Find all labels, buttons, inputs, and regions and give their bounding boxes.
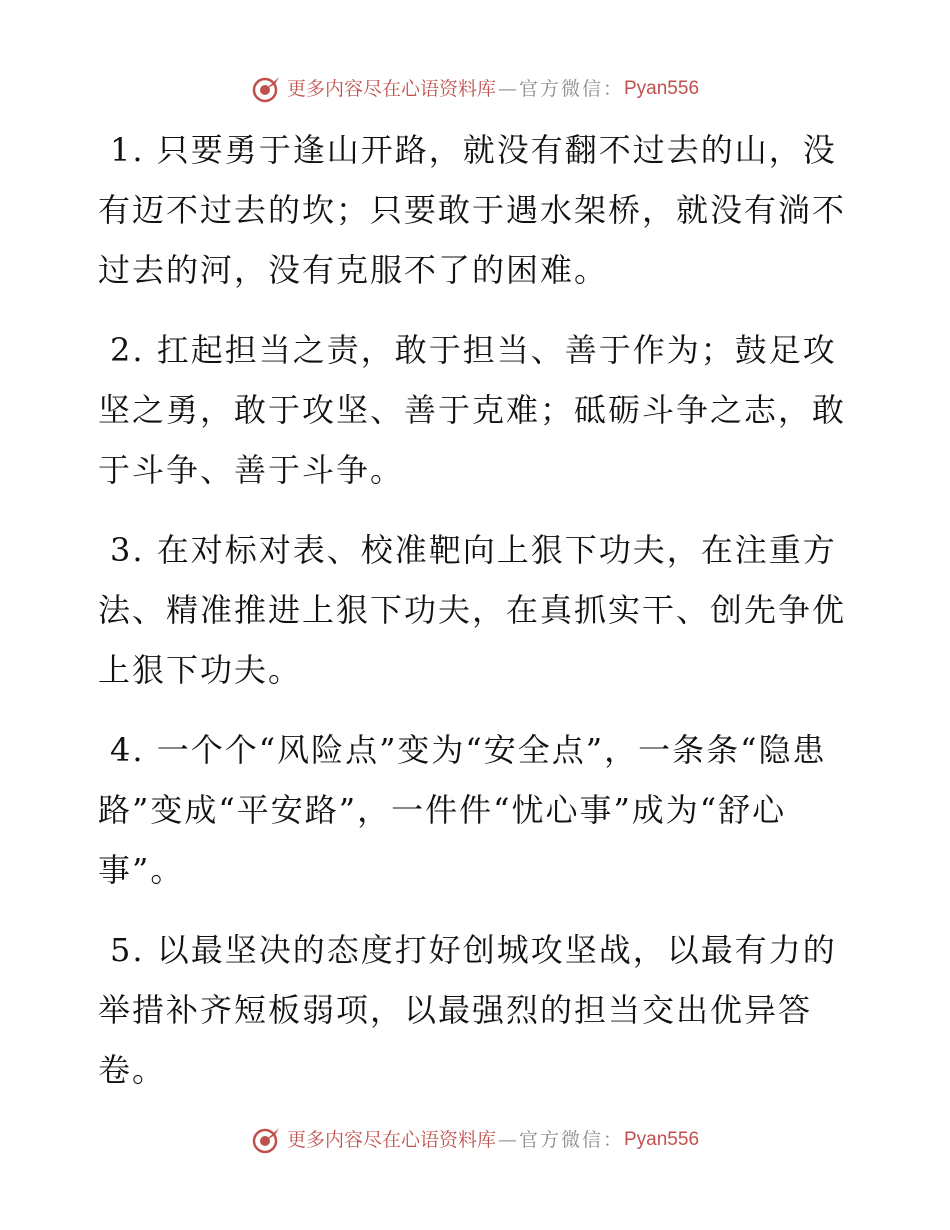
paragraph-4: 4. 一个个“风险点”变为“安全点”，一条条“隐患路”变成“平安路”，一件件“忧心事”成为“舒心事”。 [98, 731, 827, 889]
watermark-official-label: 官方微信： [518, 1129, 624, 1151]
watermark-wechat-id: Pyan556 [624, 78, 700, 99]
paragraph-5: 5. 以最坚决的态度打好创城攻坚战，以最有力的举措补齐短板弱项，以最强烈的担当交出优异答卷。 [98, 931, 837, 1089]
paragraph-1: 1. 只要勇于逢山开路，就没有翻不过去的山，没有迈不过去的坎；只要敢于遇水架桥，就没有淌不过去的河，没有克服不了的困难。 [98, 131, 847, 289]
watermark-main-text: 更多内容尽在心语资料库 [286, 78, 496, 100]
paragraph-2: 2. 扛起担当之责，敢于担当、善于作为；鼓足攻坚之勇，敢于攻坚、善于克难；砥砺斗争之志，敢于斗争、善于斗争。 [98, 331, 847, 489]
quill-logo-icon [251, 1125, 281, 1155]
header-watermark [0, 74, 950, 104]
watermark-official-label: 官方微信： [518, 78, 624, 100]
paragraph-3: 3. 在对标对表、校准靶向上狠下功夫，在注重方法、精准推进上狠下功夫，在真抓实干、创先争优上狠下功夫。 [98, 531, 847, 689]
watermark-separator: — [497, 78, 517, 100]
watermark-main-text: 更多内容尽在心语资料库 [286, 1129, 496, 1151]
quill-logo-icon [251, 74, 281, 104]
watermark-wechat-id: Pyan556 [624, 1129, 700, 1150]
watermark-separator: — [497, 1129, 517, 1151]
document-body [98, 120, 858, 1120]
footer-watermark [0, 1125, 950, 1155]
